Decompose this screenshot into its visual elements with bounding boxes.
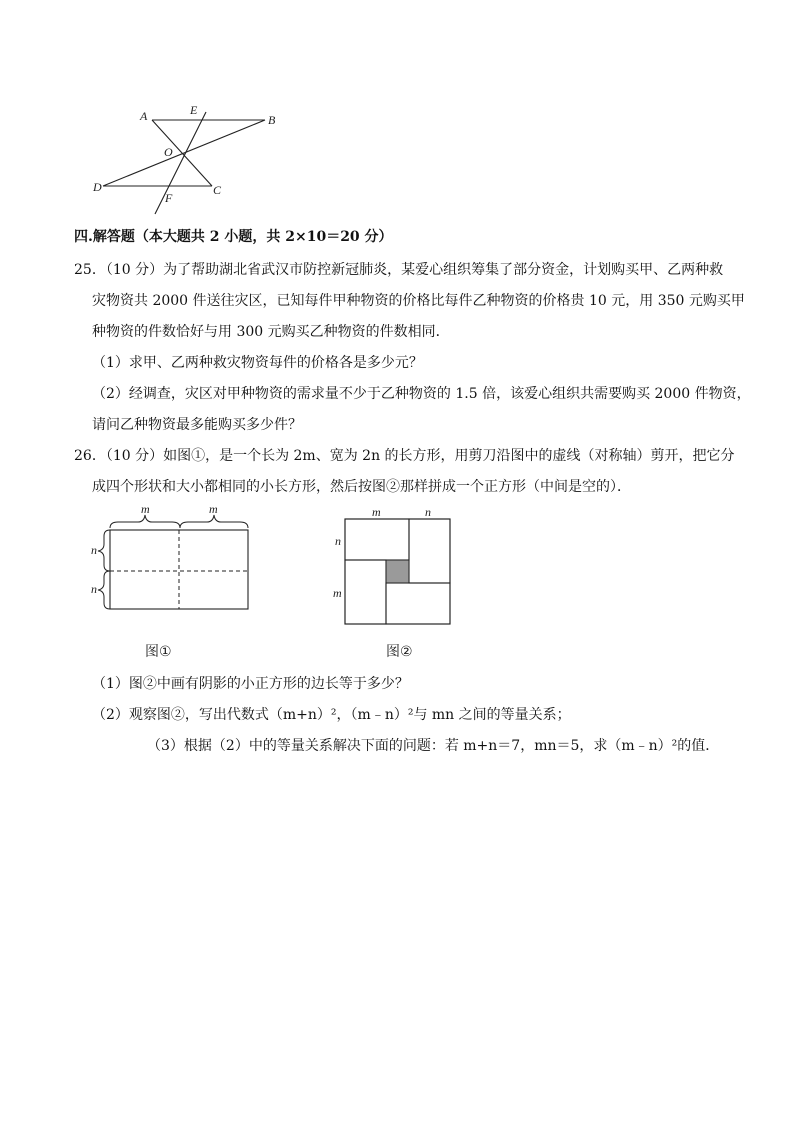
segment-ac [152,120,212,186]
point-label-d: D [93,180,102,194]
q26-line-1: 26．（10 分）如图①，是一个长为 2m、宽为 2n 的长方形，用剪刀沿图中的虚线（对称轴）剪开，把它分 [74,448,735,464]
segment-bd [103,120,265,186]
q26-sub-3: （3）根据（2）中的等量关系解决下面的问题：若 m+n＝7，mn＝5，求（m﹣n）²的值． [147,738,720,754]
fig1-label-n-top: n [91,543,97,557]
fig2-caption: 图② [386,644,413,660]
fig2-rect-bottom-right [386,583,450,624]
q26-sub-2: （2）观察图②，写出代数式（m+n）²，（m﹣n）²与 mn 之间的等量关系； [92,707,571,723]
q26-line-2: 成四个形状和大小都相同的小长方形，然后按图②那样拼成一个正方形（中间是空的）． [92,479,631,495]
q25-line-1: 25．（10 分）为了帮助湖北省武汉市防控新冠肺炎，某爱心组织筹集了部分资金，计划购买甲、乙两种救 [74,262,724,278]
fig1-label-n-bottom: n [91,582,97,596]
q26-sub-1: （1）图②中画有阴影的小正方形的边长等于多少？ [92,676,409,692]
point-label-f: F [165,191,173,205]
point-label-a: A [140,109,148,123]
point-label-b: B [268,113,276,127]
point-label-o: O [164,145,173,159]
point-label-e: E [190,103,198,117]
fig2-label-m-left: m [333,586,342,600]
fig2-rect-bottom-left [345,560,386,624]
fig2-shaded-square [386,560,409,583]
q25-sub-1: （1）求甲、乙两种救灾物资每件的价格各是多少元？ [92,355,423,371]
fig1-label-m-right: m [209,502,218,516]
section-heading: 四.解答题（本大题共 2 小题，共 2×10＝20 分） [74,229,393,245]
q25-line-2: 灾物资共 2000 件送往灾区，已知每件甲种物资的价格比每件乙种物资的价格贵 10 元，用 350 元购买甲 [92,293,745,309]
fig2-label-m-top: m [372,505,381,519]
fig2-rect-top-right [409,519,450,583]
fig2-rect-top-left [345,519,409,560]
fig2-label-n-left: n [335,534,341,548]
fig1-caption: 图① [145,644,172,660]
fig1-label-m-left: m [141,502,150,516]
q25-sub-2-line-2: 请问乙种物资最多能购买多少件？ [92,417,302,433]
geometry-figure [0,0,794,230]
q25-sub-2-line-1: （2）经调查，灾区对甲种物资的需求量不少于乙种物资的 1.5 倍，该爱心组织共需要购买 2000 件物资， [92,386,751,402]
point-label-c: C [213,183,222,197]
line-ef [155,112,206,214]
fig2-label-n-top: n [425,505,431,519]
figure-2 [0,500,794,670]
q25-line-3: 种物资的件数恰好与用 300 元购买乙种物资的件数相同． [92,324,450,340]
